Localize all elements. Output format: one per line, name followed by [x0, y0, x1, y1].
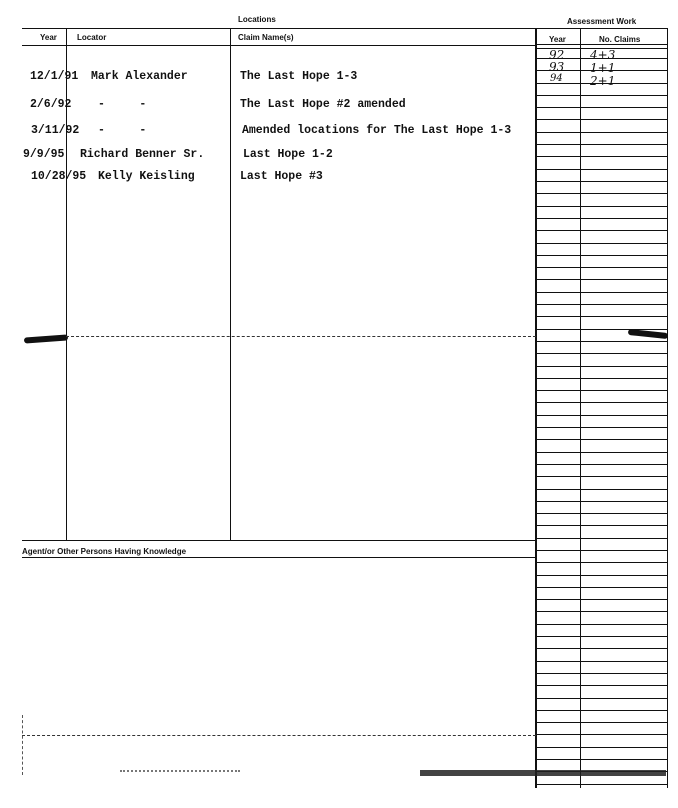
assessment-grid-rule [535, 452, 668, 453]
locations-header: Locations [238, 15, 276, 24]
aw-claims-3: 2+1 [590, 74, 616, 88]
assessment-grid-rule [535, 107, 668, 108]
loc-year-2: 2/6/92 [30, 98, 72, 111]
bottom-smudge [420, 770, 666, 776]
assessment-grid-rule [535, 673, 668, 674]
assessment-grid-rule [535, 218, 668, 219]
assessment-grid-rule [535, 95, 668, 96]
loc-locator-1: Mark Alexander [91, 70, 188, 83]
assessment-grid-rule [535, 132, 668, 133]
aw-claims-1: 4+3 [590, 48, 616, 62]
assessment-grid-rule [535, 661, 668, 662]
loc-claim-4: Last Hope 1-2 [243, 148, 333, 161]
assessment-grid-rule [535, 255, 668, 256]
assessment-grid-rule [535, 119, 668, 120]
loc-locator-4: Richard Benner Sr. [80, 148, 205, 161]
assessment-grid-rule [535, 206, 668, 207]
assessment-grid-rule [535, 685, 668, 686]
top-rule [22, 28, 668, 29]
assessment-grid-rule [535, 390, 668, 391]
assessment-grid-rule [535, 181, 668, 182]
loc-claim-2: The Last Hope #2 amended [240, 98, 406, 111]
assessment-grid-rule [535, 513, 668, 514]
col-year-header: Year [40, 33, 57, 42]
assessment-grid-rule [535, 538, 668, 539]
assessment-grid-rule [535, 550, 668, 551]
assessment-grid-rule [535, 489, 668, 490]
assessment-grid-rule [535, 476, 668, 477]
assessment-grid-rule [535, 415, 668, 416]
col-no-claims-header: No. Claims [599, 35, 641, 44]
assessment-grid-rule [535, 402, 668, 403]
loc-year-4: 9/9/95 [23, 148, 65, 161]
agent-header: Agent/or Other Persons Having Knowledge [22, 547, 187, 556]
assessment-grid-rule [535, 525, 668, 526]
assessment-grid-rule [535, 575, 668, 576]
assessment-grid-rule [535, 144, 668, 145]
assessment-grid-rule [535, 587, 668, 588]
assessment-grid-rule [535, 439, 668, 440]
locations-bottom-rule [22, 540, 536, 541]
header-underline [22, 45, 536, 46]
assessment-grid-rule [535, 427, 668, 428]
locator-claim-divider [230, 28, 231, 540]
assessment-grid-rule [535, 734, 668, 735]
assessment-grid-rule [535, 156, 668, 157]
aw-year-3: 94 [550, 73, 563, 84]
col-aw-year-header: Year [549, 35, 566, 44]
loc-claim-3: Amended locations for The Last Hope 1-3 [242, 124, 512, 137]
assessment-grid-rule [535, 562, 668, 563]
loc-year-3: 3/11/92 [31, 124, 80, 137]
assessment-grid-rule [535, 611, 668, 612]
copy-mark-right [628, 329, 668, 339]
assessment-grid-rule [535, 243, 668, 244]
assessment-work-header: Assessment Work [567, 17, 637, 26]
loc-year-5: 10/28/95 [31, 170, 87, 183]
assessment-right-border [667, 28, 668, 788]
assessment-grid-rule [535, 329, 668, 330]
assessment-grid-rule [535, 44, 668, 45]
left-edge-artifact [22, 715, 24, 775]
aw-year-2: 93 [549, 60, 565, 74]
assessment-grid-rule [535, 784, 668, 785]
bottom-dashed-rule [22, 735, 536, 736]
loc-year-1: 12/1/91 [30, 70, 79, 83]
fold-line [66, 336, 536, 337]
col-claim-names-header: Claim Name(s) [238, 33, 294, 42]
aw-year-1: 92 [549, 48, 565, 62]
agent-underline [22, 557, 536, 558]
assessment-grid-rule [535, 230, 668, 231]
assessment-grid-rule [535, 304, 668, 305]
copy-mark-left [24, 334, 68, 343]
assessment-left-border [535, 28, 537, 788]
assessment-grid-rule [535, 378, 668, 379]
loc-locator-3: - - [98, 124, 147, 137]
assessment-grid-rule [535, 624, 668, 625]
assessment-grid-rule [535, 353, 668, 354]
assessment-grid-rule [535, 648, 668, 649]
assessment-grid-rule [535, 710, 668, 711]
assessment-year-divider [580, 28, 581, 788]
assessment-grid-rule [535, 267, 668, 268]
assessment-grid-rule [535, 169, 668, 170]
assessment-grid-rule [535, 698, 668, 699]
assessment-grid-rule [535, 501, 668, 502]
aw-claims-2: 1+1 [590, 61, 616, 75]
assessment-grid-rule [535, 599, 668, 600]
assessment-grid-rule [535, 722, 668, 723]
assessment-grid-rule [535, 636, 668, 637]
assessment-grid-rule [535, 759, 668, 760]
assessment-grid-rule [535, 341, 668, 342]
assessment-grid-rule [535, 316, 668, 317]
assessment-grid-rule [535, 366, 668, 367]
assessment-grid-rule [535, 292, 668, 293]
bottom-speckle [120, 770, 240, 775]
col-locator-header: Locator [77, 33, 107, 42]
loc-claim-1: The Last Hope 1-3 [240, 70, 358, 83]
loc-locator-2: - - [98, 98, 147, 111]
assessment-grid-rule [535, 279, 668, 280]
assessment-grid-rule [535, 747, 668, 748]
loc-claim-5: Last Hope #3 [240, 170, 323, 183]
assessment-grid-rule [535, 193, 668, 194]
assessment-grid-rule [535, 464, 668, 465]
loc-locator-5: Kelly Keisling [98, 170, 195, 183]
